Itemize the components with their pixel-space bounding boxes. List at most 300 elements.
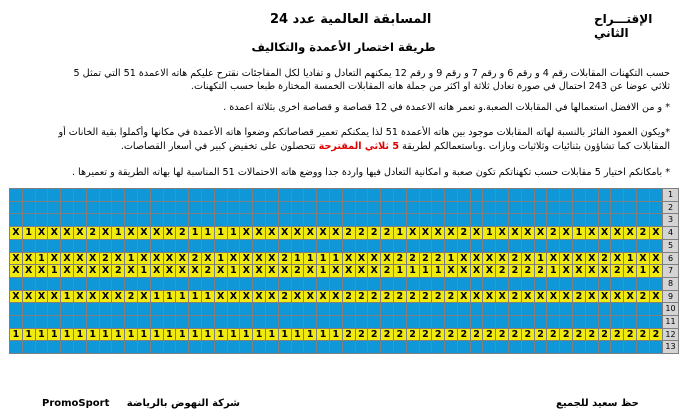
grid-cell — [483, 239, 496, 252]
grid-cell — [496, 277, 509, 290]
grid-cell: 1 — [227, 227, 240, 240]
grid-cell: X — [509, 227, 522, 240]
grid-cell — [291, 341, 304, 354]
grid-cell: 1 — [35, 328, 48, 341]
grid-cell — [483, 341, 496, 354]
grid-cell — [48, 239, 61, 252]
grid-cell — [521, 341, 534, 354]
grid-cell — [86, 201, 99, 214]
grid-cell — [585, 214, 598, 227]
grid-cell: 1 — [393, 265, 406, 278]
grid-cell: 2 — [406, 252, 419, 265]
grid-cell — [317, 277, 330, 290]
grid-cell — [445, 214, 458, 227]
grid-cell — [611, 303, 624, 316]
grid-cell: X — [406, 227, 419, 240]
grid-cell — [189, 341, 202, 354]
grid-cell — [419, 189, 432, 202]
grid-cell — [112, 201, 125, 214]
grid-cell — [470, 239, 483, 252]
grid-cell — [125, 341, 138, 354]
grid-cell: X — [99, 265, 112, 278]
grid-cell — [598, 189, 611, 202]
grid-cell: 1 — [419, 265, 432, 278]
grid-cell — [227, 341, 240, 354]
grid-cell — [35, 201, 48, 214]
paragraph-3-line-2 — [10, 140, 670, 153]
grid-cell: 2 — [406, 290, 419, 303]
grid-cell — [419, 277, 432, 290]
grid-row — [10, 328, 679, 341]
grid-cell — [99, 316, 112, 329]
grid-cell: X — [73, 252, 86, 265]
grid-cell: 2 — [573, 328, 586, 341]
grid-cell — [649, 239, 662, 252]
grid-cell — [342, 277, 355, 290]
grid-cell: 2 — [534, 265, 547, 278]
grid-cell — [150, 189, 163, 202]
grid-cell: X — [201, 252, 214, 265]
grid-cell — [317, 303, 330, 316]
grid-cell — [112, 277, 125, 290]
grid-cell — [470, 341, 483, 354]
grid-cell: 1 — [137, 328, 150, 341]
grid-cell: 2 — [368, 328, 381, 341]
grid-cell — [137, 303, 150, 316]
grid-cell — [573, 201, 586, 214]
grid-cell — [240, 214, 253, 227]
grid-cell — [35, 239, 48, 252]
paragraph-1-line-1: حسب التكهنات المقابلات رقم 4 و رقم 6 و رقم 7 و رقم 9 و رقم 12 يمكنهم التعادل و تفاديا لكل المفاجئات نقترح عليكم هاته الاعمدة 51 التي تمثل 5 — [73, 68, 670, 79]
grid-cell — [470, 277, 483, 290]
grid-cell — [125, 214, 138, 227]
grid-cell — [214, 303, 227, 316]
grid-cell — [10, 341, 23, 354]
grid-cell: X — [470, 290, 483, 303]
grid-cell: 1 — [227, 265, 240, 278]
grid-cell: 1 — [304, 328, 317, 341]
grid-cell — [291, 239, 304, 252]
grid-cell — [125, 239, 138, 252]
grid-cell — [227, 239, 240, 252]
grid-cell — [317, 214, 330, 227]
grid-cell — [150, 277, 163, 290]
grid-cell — [560, 189, 573, 202]
grid-cell — [10, 316, 23, 329]
grid-cell — [253, 316, 266, 329]
grid-cell: 1 — [61, 328, 74, 341]
grid-cell — [150, 316, 163, 329]
grid-cell — [624, 214, 637, 227]
grid-cell: 2 — [611, 328, 624, 341]
grid-cell — [419, 303, 432, 316]
grid-cell: 2 — [534, 328, 547, 341]
grid-cell: X — [483, 290, 496, 303]
grid-cell: X — [35, 227, 48, 240]
grid-cell — [61, 239, 74, 252]
grid-cell — [227, 303, 240, 316]
grid-cell — [240, 316, 253, 329]
grid-cell — [521, 189, 534, 202]
grid-cell: 2 — [509, 265, 522, 278]
grid-cell — [61, 316, 74, 329]
grid-cell — [598, 303, 611, 316]
grid-cell: 2 — [637, 290, 650, 303]
grid-cell: X — [227, 290, 240, 303]
grid-cell: 2 — [649, 328, 662, 341]
grid-cell — [73, 303, 86, 316]
grid-cell — [35, 316, 48, 329]
grid-cell: X — [163, 227, 176, 240]
grid-cell: X — [432, 227, 445, 240]
grid-cell — [125, 277, 138, 290]
grid-cell — [406, 189, 419, 202]
grid-cell: X — [573, 265, 586, 278]
grid-cell — [342, 189, 355, 202]
grid-cell: X — [585, 252, 598, 265]
grid-cell — [470, 189, 483, 202]
grid-cell: 1 — [240, 328, 253, 341]
grid-cell — [585, 277, 598, 290]
grid-cell — [457, 316, 470, 329]
grid-cell: 1 — [201, 290, 214, 303]
grid-cell: X — [304, 290, 317, 303]
grid-cell — [265, 277, 278, 290]
grid-cell — [163, 189, 176, 202]
grid-cell — [278, 303, 291, 316]
grid-cell — [240, 341, 253, 354]
grid-cell — [201, 341, 214, 354]
grid-row — [10, 341, 679, 354]
grid-cell — [355, 303, 368, 316]
grid-cell — [483, 189, 496, 202]
grid-cell: X — [483, 265, 496, 278]
grid-row — [10, 239, 679, 252]
column-grid — [9, 188, 679, 354]
grid-cell — [112, 303, 125, 316]
grid-cell — [317, 239, 330, 252]
grid-cell — [22, 316, 35, 329]
grid-cell — [99, 341, 112, 354]
grid-cell: X — [125, 265, 138, 278]
grid-cell — [649, 201, 662, 214]
grid-cell: 2 — [457, 227, 470, 240]
grid-cell: 2 — [112, 265, 125, 278]
grid-cell: X — [278, 265, 291, 278]
grid-cell — [573, 239, 586, 252]
grid-cell — [432, 189, 445, 202]
grid-cell — [611, 277, 624, 290]
grid-cell — [355, 201, 368, 214]
grid-cell: 1 — [73, 328, 86, 341]
grid-cell — [637, 316, 650, 329]
grid-cell — [445, 303, 458, 316]
grid-cell — [521, 214, 534, 227]
grid-cell — [560, 303, 573, 316]
row-number: 12 — [663, 328, 679, 341]
grid-cell — [611, 189, 624, 202]
grid-cell: X — [10, 227, 23, 240]
grid-cell: X — [355, 252, 368, 265]
row-number: 6 — [663, 252, 679, 265]
grid-cell — [483, 277, 496, 290]
grid-cell: 2 — [457, 328, 470, 341]
grid-cell: 2 — [521, 328, 534, 341]
grid-cell — [419, 239, 432, 252]
grid-row — [10, 252, 679, 265]
grid-cell — [304, 341, 317, 354]
grid-cell — [189, 189, 202, 202]
grid-cell: X — [342, 252, 355, 265]
grid-cell: 2 — [393, 252, 406, 265]
grid-cell: 1 — [317, 265, 330, 278]
grid-cell — [10, 303, 23, 316]
grid-cell: X — [547, 252, 560, 265]
grid-cell — [265, 303, 278, 316]
grid-cell: 2 — [419, 328, 432, 341]
grid-row — [10, 277, 679, 290]
grid-cell: X — [355, 265, 368, 278]
grid-cell: 1 — [201, 227, 214, 240]
grid-cell — [509, 239, 522, 252]
grid-cell — [137, 189, 150, 202]
grid-cell — [150, 214, 163, 227]
grid-cell: 1 — [112, 227, 125, 240]
grid-cell — [521, 303, 534, 316]
grid-cell: X — [291, 290, 304, 303]
grid-cell — [560, 277, 573, 290]
grid-cell: 2 — [381, 328, 394, 341]
grid-cell — [585, 201, 598, 214]
grid-cell — [137, 214, 150, 227]
grid-cell: X — [470, 265, 483, 278]
grid-cell — [483, 316, 496, 329]
grid-cell — [611, 214, 624, 227]
paragraph-3-line-1: *ويكون العمود الفائز بالنسبة لهاته المقابلات موجود بين هاته الأعمدة 51 لذا يمكنكم تعمير قصاصاتكم وضعوا هاته الأعمدة في مكانها وأكملوا بقية الخانات أو — [58, 127, 670, 138]
grid-cell: 2 — [637, 328, 650, 341]
grid-cell — [547, 341, 560, 354]
grid-cell: 2 — [291, 265, 304, 278]
grid-cell — [624, 341, 637, 354]
grid-cell — [99, 303, 112, 316]
grid-cell — [10, 277, 23, 290]
grid-cell — [265, 214, 278, 227]
grid-cell: X — [10, 252, 23, 265]
grid-cell — [560, 316, 573, 329]
grid-cell — [368, 316, 381, 329]
grid-cell: 1 — [214, 328, 227, 341]
grid-cell: X — [125, 227, 138, 240]
grid-cell: X — [137, 290, 150, 303]
grid-cell: 2 — [598, 328, 611, 341]
grid-cell: 2 — [496, 265, 509, 278]
grid-cell — [35, 277, 48, 290]
grid-cell — [496, 214, 509, 227]
grid-cell — [445, 277, 458, 290]
grid-cell — [432, 316, 445, 329]
grid-cell — [61, 303, 74, 316]
grid-cell — [48, 189, 61, 202]
grid-cell — [329, 189, 342, 202]
grid-cell — [368, 303, 381, 316]
grid-cell — [547, 316, 560, 329]
grid-cell: X — [611, 290, 624, 303]
grid-cell — [496, 303, 509, 316]
grid-cell — [419, 201, 432, 214]
grid-cell — [176, 277, 189, 290]
grid-cell — [278, 214, 291, 227]
grid-cell: X — [86, 290, 99, 303]
grid-cell: X — [163, 265, 176, 278]
grid-cell: X — [534, 290, 547, 303]
grid-cell — [483, 303, 496, 316]
grid-row — [10, 265, 679, 278]
grid-cell: 1 — [317, 252, 330, 265]
grid-cell — [534, 341, 547, 354]
grid-cell — [278, 316, 291, 329]
grid-cell — [163, 201, 176, 214]
grid-cell — [201, 277, 214, 290]
grid-cell — [381, 239, 394, 252]
grid-cell — [585, 303, 598, 316]
grid-cell — [509, 277, 522, 290]
grid-cell: 2 — [637, 227, 650, 240]
grid-cell — [406, 239, 419, 252]
grid-cell: 1 — [317, 328, 330, 341]
grid-cell — [214, 239, 227, 252]
grid-cell: 2 — [201, 265, 214, 278]
grid-cell — [406, 303, 419, 316]
grid-cell — [73, 201, 86, 214]
grid-cell — [393, 201, 406, 214]
paragraph-3-highlight: 5 ثلاثي المقترحة — [318, 141, 400, 152]
grid-cell — [393, 239, 406, 252]
grid-cell: X — [521, 290, 534, 303]
grid-cell — [406, 277, 419, 290]
grid-cell: 1 — [406, 265, 419, 278]
grid-cell — [342, 341, 355, 354]
grid-cell — [470, 214, 483, 227]
grid-cell: 2 — [342, 227, 355, 240]
grid-cell — [253, 189, 266, 202]
grid-cell: 1 — [150, 328, 163, 341]
grid-cell — [547, 239, 560, 252]
grid-cell — [534, 214, 547, 227]
grid-cell: X — [342, 265, 355, 278]
grid-cell: X — [240, 252, 253, 265]
grid-cell: 1 — [329, 252, 342, 265]
grid-cell: X — [585, 265, 598, 278]
grid-cell: X — [137, 252, 150, 265]
grid-cell — [585, 239, 598, 252]
grid-cell — [470, 303, 483, 316]
grid-cell: 1 — [35, 252, 48, 265]
grid-cell — [112, 214, 125, 227]
grid-cell — [86, 214, 99, 227]
grid-cell — [189, 316, 202, 329]
grid-cell — [112, 341, 125, 354]
grid-cell: X — [317, 290, 330, 303]
grid-cell — [624, 277, 637, 290]
grid-cell: X — [585, 290, 598, 303]
grid-cell — [406, 316, 419, 329]
grid-row — [10, 201, 679, 214]
grid-cell — [381, 341, 394, 354]
grid-cell: X — [329, 227, 342, 240]
grid-cell: 2 — [445, 290, 458, 303]
grid-cell: 2 — [585, 328, 598, 341]
grid-cell — [48, 201, 61, 214]
grid-cell — [611, 201, 624, 214]
grid-cell: 2 — [278, 252, 291, 265]
grid-cell: 1 — [291, 252, 304, 265]
grid-cell — [381, 303, 394, 316]
grid-cell: 2 — [432, 252, 445, 265]
grid-cell — [227, 201, 240, 214]
grid-cell — [265, 239, 278, 252]
grid-cell — [329, 303, 342, 316]
grid-cell — [86, 277, 99, 290]
grid-cell — [73, 239, 86, 252]
grid-cell — [445, 341, 458, 354]
grid-cell: X — [624, 227, 637, 240]
grid-cell: 2 — [509, 252, 522, 265]
grid-cell — [137, 316, 150, 329]
grid-cell — [137, 201, 150, 214]
grid-cell — [496, 316, 509, 329]
grid-cell: X — [496, 252, 509, 265]
grid-cell — [150, 303, 163, 316]
footer-brand: PromoSport — [42, 398, 110, 409]
grid-cell — [393, 341, 406, 354]
grid-cell — [304, 201, 317, 214]
grid-cell: X — [560, 252, 573, 265]
grid-cell — [355, 316, 368, 329]
grid-cell — [176, 303, 189, 316]
grid-cell: X — [611, 252, 624, 265]
grid-cell: X — [35, 290, 48, 303]
grid-cell — [150, 341, 163, 354]
contest-title: المسابقة العالمية عدد 24 — [270, 12, 432, 27]
grid-cell — [457, 189, 470, 202]
grid-cell — [176, 214, 189, 227]
grid-cell — [214, 201, 227, 214]
grid-cell — [329, 214, 342, 227]
grid-cell: 2 — [381, 290, 394, 303]
grid-cell — [470, 201, 483, 214]
grid-cell — [432, 277, 445, 290]
grid-cell: X — [73, 265, 86, 278]
grid-cell — [22, 214, 35, 227]
grid-cell: 1 — [547, 265, 560, 278]
grid-cell — [304, 277, 317, 290]
grid-cell: 2 — [432, 290, 445, 303]
grid-cell — [112, 239, 125, 252]
grid-cell — [10, 214, 23, 227]
grid-cell: X — [48, 290, 61, 303]
grid-cell — [393, 303, 406, 316]
grid-cell: 1 — [265, 328, 278, 341]
grid-cell — [457, 201, 470, 214]
grid-cell — [201, 201, 214, 214]
grid-cell — [163, 316, 176, 329]
grid-cell — [35, 214, 48, 227]
grid-cell: 2 — [406, 328, 419, 341]
grid-cell — [393, 214, 406, 227]
grid-cell — [649, 341, 662, 354]
grid-cell — [214, 214, 227, 227]
grid-cell — [355, 277, 368, 290]
